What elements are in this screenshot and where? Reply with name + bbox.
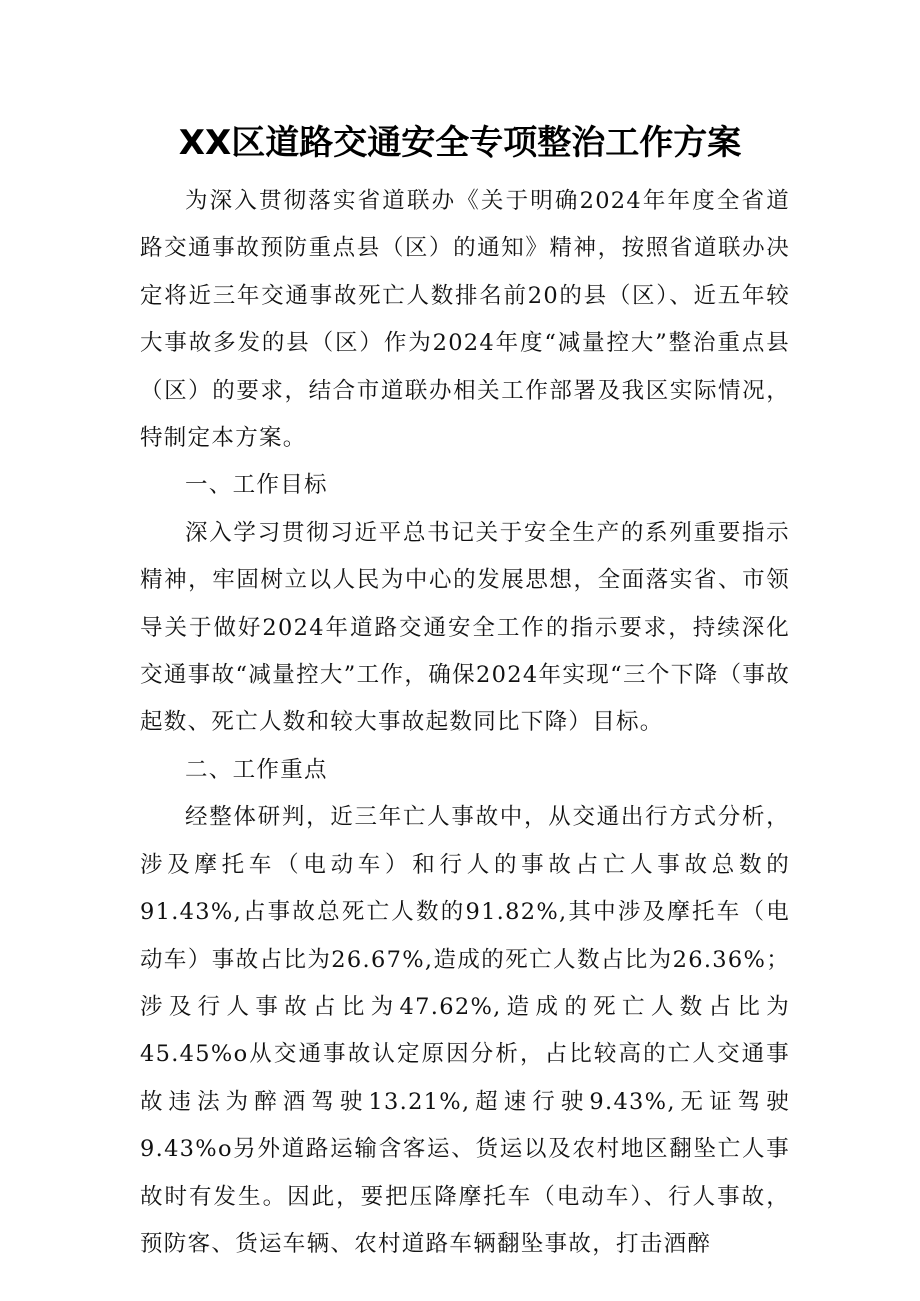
document-title: XX区道路交通安全专项整治工作方案	[178, 123, 742, 163]
section-heading-goals	[140, 462, 790, 509]
section-paragraph-goals: 深入学习贯彻习近平总书记关于安全生产的系列重要指示精神，牢固树立以人民为中心的发展思想，全面落实省、市领导关于做好2024年道路交通安全工作的指示要求，持续深化交通事故“减量控大”工作，确保2024年实现“三个下降（事故起数、死亡人数和较大事故起数同比下降）目标。	[140, 519, 790, 736]
intro-paragraph: 为深入贯彻落实省道联办《关于明确2024年年度全省道路交通事故预防重点县（区）的通知》精神，按照省道联办决定将近三年交通事故死亡人数排名前20的县（区）、近五年较大事故多发的县（区）作为2024年度“减量控大”整治重点县（区）的要求，结合市道联办相关工作部署及我区实际情况，特制定本方案。	[140, 188, 790, 452]
section-heading-text: 二、工作重点	[185, 756, 328, 783]
section-heading-text: 一、工作目标	[185, 472, 328, 499]
document-body	[140, 178, 790, 1268]
section-paragraph-focus: 经整体研判，近三年亡人事故中，从交通出行方式分析，涉及摩托车（电动车）和行人的事故占亡人事故总数的91.43%,占事故总死亡人数的91.82%,其中涉及摩托车（电动车）事故占比为26.67%,造成的死亡人数占比为26.36%；涉及行人事故占比为47.62%,造成的死亡人数占比为45.45%o从交通事故认定原因分析，占比较高的亡人交通事故违法为醉酒驾驶13.21%,超速行驶9.43%,无证驾驶9.43%o另外道路运输含客运、货运以及农村地区翻坠亡人事故时有发生。因此，要把压降摩托车（电动车）、行人事故，预防客、货运车辆、农村道路车辆翻坠事故，打击酒醉	[140, 804, 790, 1257]
section-heading-focus	[140, 747, 790, 794]
